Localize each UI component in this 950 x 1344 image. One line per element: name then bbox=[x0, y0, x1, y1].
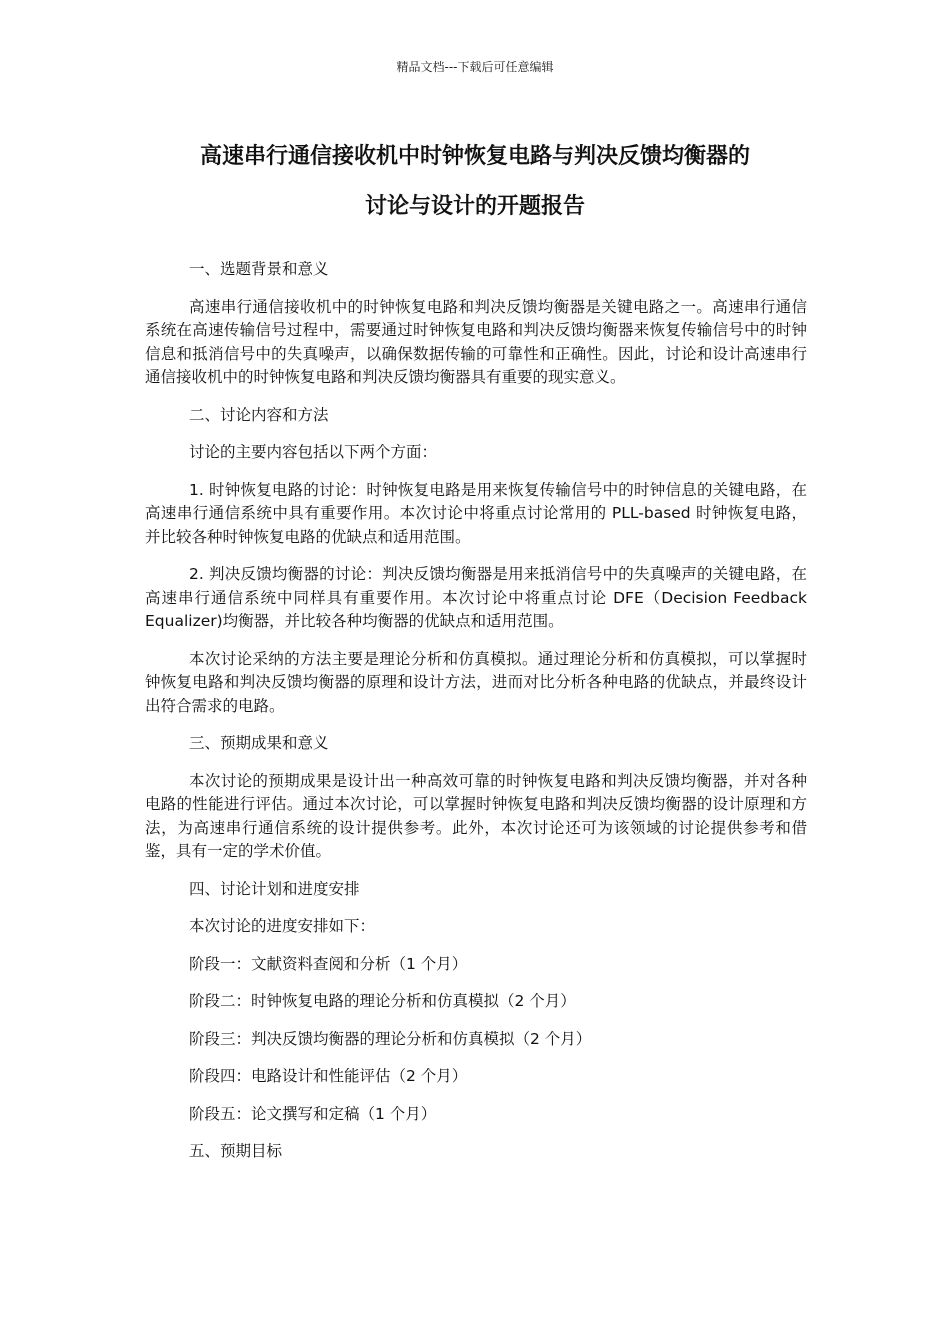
paragraph-method: 本次讨论采纳的方法主要是理论分析和仿真模拟。通过理论分析和仿真模拟，可以掌握时钟恢复电路和判决反馈均衡器的原理和设计方法，进而对比分析各种电路的优缺点，并最终设计出符合需求的电路。 bbox=[145, 649, 807, 715]
title-line-1: 高速串行通信接收机中时钟恢复电路与判决反馈均衡器的 bbox=[199, 144, 750, 169]
plan-stage-3: 阶段三：判决反馈均衡器的理论分析和仿真模拟（2 个月） bbox=[189, 1029, 592, 1048]
paragraph-content-intro: 讨论的主要内容包括以下两个方面： bbox=[189, 443, 438, 461]
paragraph-background: 高速串行通信接收机中的时钟恢复电路和判决反馈均衡器是关键电路之一。高速串行通信系统在高速传输信号过程中，需要通过时钟恢复电路和判决反馈均衡器来恢复传输信号中的时钟信息和抵消信号中的失真噪声，以确保数据传输的可靠性和正确性。因此，讨论和设计高速串行通信接收机中的时钟恢复电路和判决反馈均衡器具有重要的现实意义。 bbox=[145, 297, 807, 386]
document-body bbox=[145, 258, 807, 1178]
section-heading-content-method: 二、讨论内容和方法 bbox=[189, 405, 329, 424]
paragraph-expected-results: 本次讨论的预期成果是设计出一种高效可靠的时钟恢复电路和判决反馈均衡器，并对各种电路的性能进行评估。通过本次讨论，可以掌握时钟恢复电路和判决反馈均衡器的设计原理和方法，为高速串行通信系统的设计提供参考。此外，本次讨论还可为该领域的讨论提供参考和借鉴，具有一定的学术价值。 bbox=[145, 771, 807, 860]
header-note: 精品文档---下载后可任意编辑 bbox=[396, 60, 554, 74]
paragraph-dfe: 2. 判决反馈均衡器的讨论：判决反馈均衡器是用来抵消信号中的失真噪声的关键电路，在高速串行通信系统中同样具有重要作用。本次讨论中将重点讨论 DFE（Decision Feedback Equalizer)均衡器，并比较各种均衡器的优缺点和适用范围。 bbox=[145, 565, 807, 630]
section-heading-background: 一、选题背景和意义 bbox=[189, 260, 329, 278]
plan-stage-2: 阶段二：时钟恢复电路的理论分析和仿真模拟（2 个月） bbox=[189, 992, 576, 1010]
section-heading-plan: 四、讨论计划和进度安排 bbox=[189, 879, 360, 898]
plan-stage-1: 阶段一：文献资料查阅和分析（1 个月） bbox=[189, 954, 468, 973]
section-heading-goals: 五、预期目标 bbox=[189, 1142, 283, 1160]
section-heading-expected-results: 三、预期成果和意义 bbox=[189, 734, 329, 752]
plan-stage-5: 阶段五：论文撰写和定稿（1 个月） bbox=[189, 1104, 437, 1123]
document-title bbox=[120, 132, 830, 232]
plan-stage-4: 阶段四：电路设计和性能评估（2 个月） bbox=[189, 1067, 468, 1085]
paragraph-plan-intro: 本次讨论的进度安排如下： bbox=[189, 917, 376, 935]
title-line-2: 讨论与设计的开题报告 bbox=[364, 194, 585, 219]
paragraph-clock-recovery: 1. 时钟恢复电路的讨论：时钟恢复电路是用来恢复传输信号中的时钟信息的关键电路，在高速串行通信系统中具有重要作用。本次讨论中将重点讨论常用的 PLL-based 时钟恢复电路，并比较各种时钟恢复电路的优缺点和适用范围。 bbox=[145, 480, 807, 546]
